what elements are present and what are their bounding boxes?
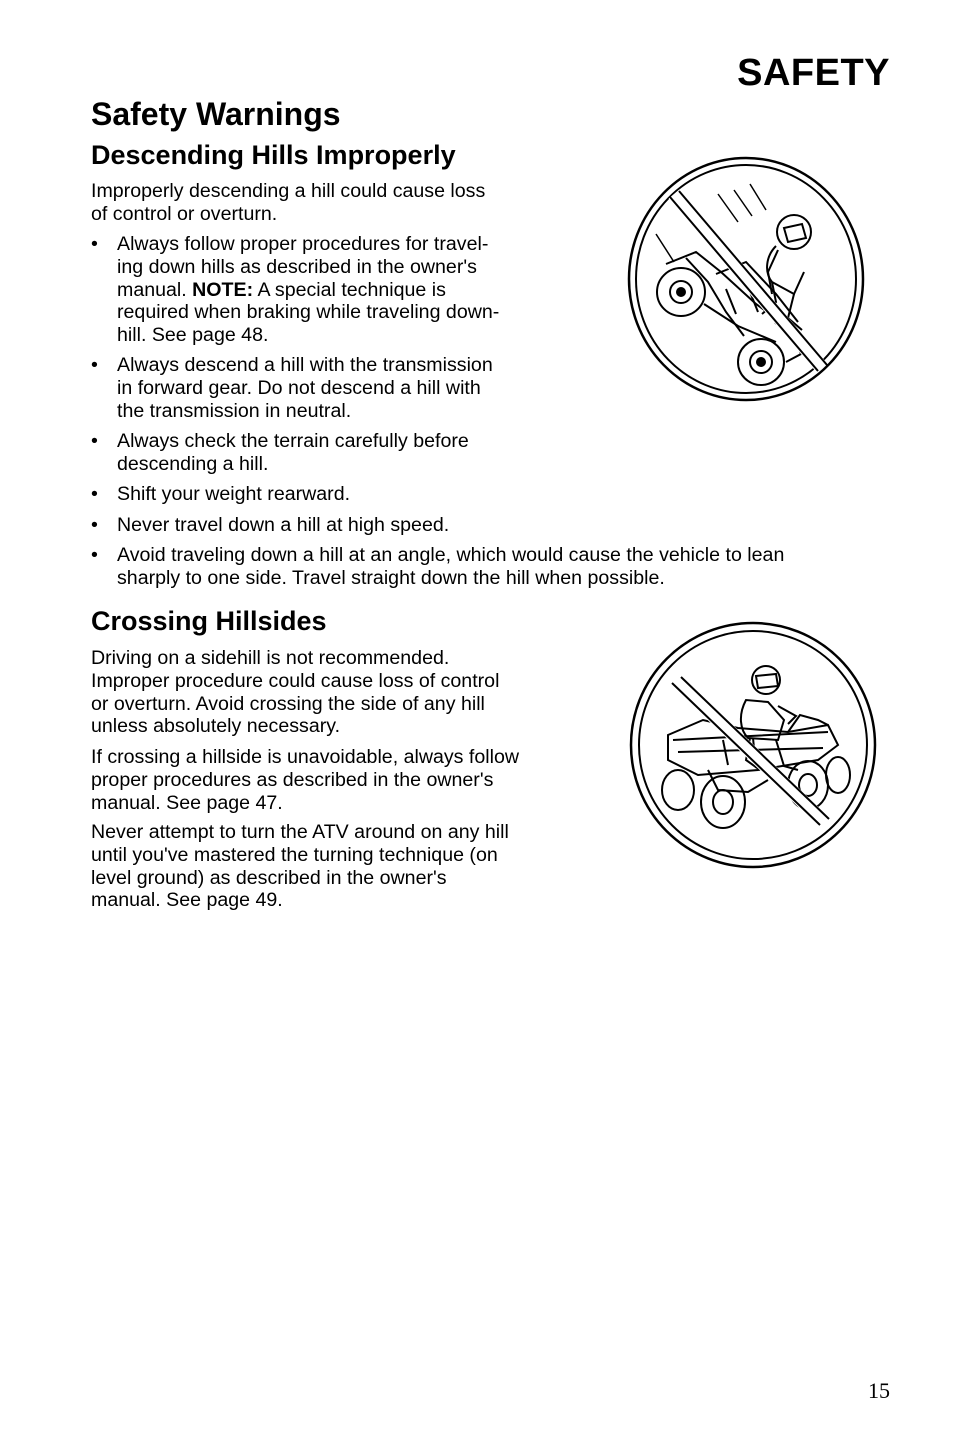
- descending-intro: [91, 180, 485, 226]
- text-line: proper procedures as described in the owner's: [91, 768, 494, 791]
- text-line: of control or overturn.: [91, 202, 278, 225]
- text-line: Always descend a hill with the transmission: [117, 354, 493, 377]
- text-line: Always follow proper procedures for travel-: [117, 233, 489, 255]
- text-line: A special technique is: [253, 278, 446, 301]
- section-heading-crossing: Crossing Hillsides: [91, 606, 327, 636]
- text-line: Shift your weight rearward.: [117, 483, 351, 506]
- page-number: 15: [868, 1378, 890, 1403]
- text-line: manual. See page 47.: [91, 791, 283, 814]
- list-item: [91, 430, 891, 476]
- text-line: Never attempt to turn the ATV around on any hill: [91, 821, 509, 843]
- text-line: hill. See page 48.: [117, 324, 269, 347]
- text-line: until you've mastered the turning technique (on: [91, 843, 498, 866]
- text-line: Driving on a sidehill is not recommended.: [91, 647, 450, 669]
- text-line: Improper procedure could cause loss of control: [91, 669, 500, 692]
- text-line: in forward gear. Do not descend a hill with: [117, 377, 481, 400]
- no-descending-atv-icon: [626, 154, 866, 404]
- text-line: Never travel down a hill at high speed.: [117, 513, 450, 536]
- text-line: If crossing a hillside is unavoidable, always follow: [91, 746, 520, 768]
- list-item: [91, 514, 891, 537]
- chapter-title: SAFETY: [737, 52, 890, 94]
- text-line: manual.: [117, 278, 193, 301]
- text-line: ing down hills as described in the owner's: [117, 255, 477, 278]
- text-line: Always check the terrain carefully before: [117, 430, 469, 453]
- crossing-paragraph-3: [91, 821, 509, 912]
- section-heading-descending: Descending Hills Improperly: [91, 140, 456, 170]
- list-item: [91, 544, 891, 590]
- text-line: sharply to one side. Travel straight down the hill when possible.: [117, 566, 665, 589]
- list-item: [91, 483, 891, 506]
- text-line: level ground) as described in the owner's: [91, 866, 447, 889]
- page-title: Safety Warnings: [91, 96, 341, 132]
- text-line: descending a hill.: [117, 453, 269, 476]
- text-line: required when braking while traveling down-: [117, 301, 500, 324]
- text-line: manual. See page 49.: [91, 889, 283, 912]
- text-line: Improperly descending a hill could cause loss: [91, 180, 486, 202]
- text-line: or overturn. Avoid crossing the side of any hill: [91, 692, 485, 715]
- crossing-paragraph-2: [91, 746, 519, 814]
- crossing-paragraph-1: [91, 647, 499, 738]
- text-line: unless absolutely necessary.: [91, 715, 341, 738]
- note-label: NOTE:: [192, 278, 254, 301]
- text-line: Avoid traveling down a hill at an angle, which would cause the vehicle to lean: [117, 544, 785, 567]
- no-sidehill-atv-icon: [628, 620, 878, 870]
- text-line: the transmission in neutral.: [117, 400, 352, 423]
